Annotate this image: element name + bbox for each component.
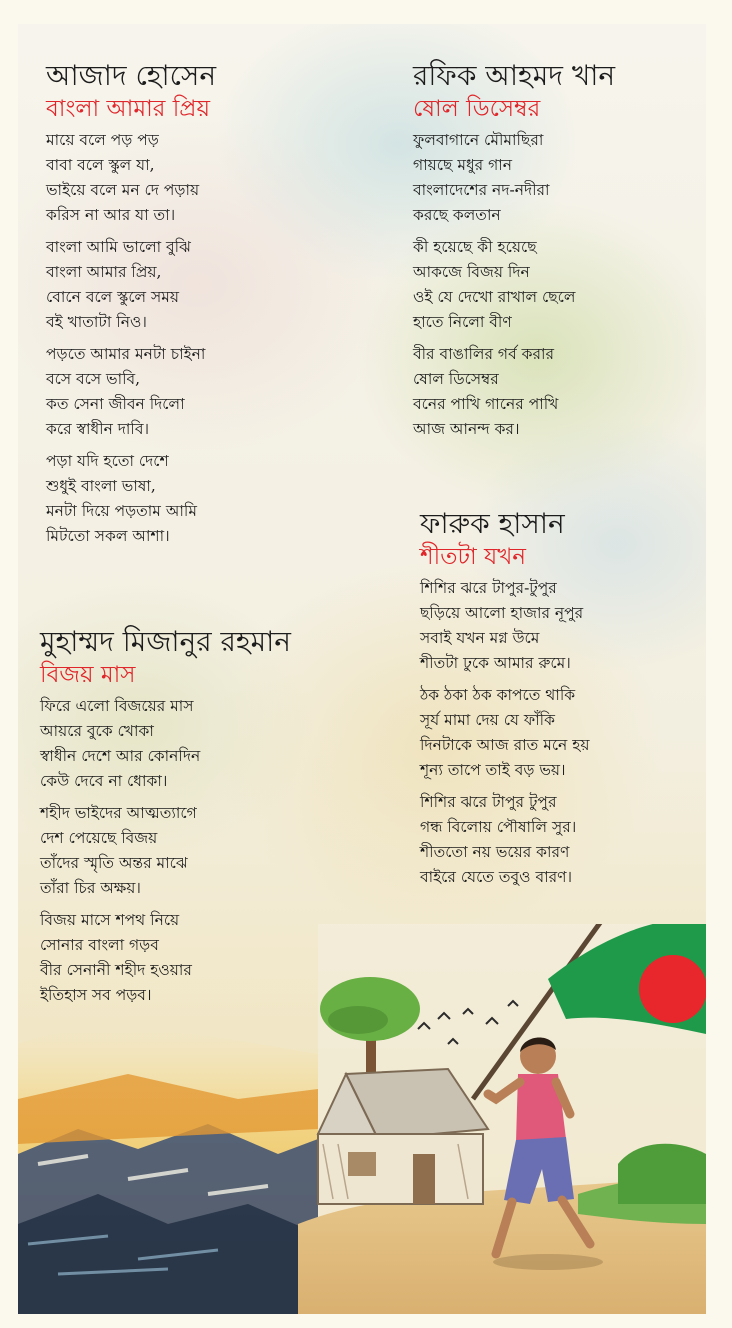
flag-red-disc (639, 955, 706, 1023)
poem-line: স্বাধীন দেশে আর কোনদিন (40, 747, 201, 765)
poem-line: করিস না আর যা তা। (46, 206, 176, 224)
poem-line: ভাইয়ে বলে মন দে পড়ায় (46, 181, 200, 199)
house-window (348, 1152, 376, 1176)
poem-line: বাংলা আমার প্রিয়, (46, 263, 162, 281)
poem-line: তাঁদের স্মৃতি অন্তর মাঝে (40, 854, 188, 872)
poem-line: করছে কলতান (413, 206, 501, 224)
poem-line: ইতিহাস সব পড়ব। (40, 986, 152, 1004)
stanza (40, 801, 291, 901)
poem-line: আকজে বিজয় দিন (413, 263, 530, 281)
poem-author: আজাদ হোসেন (46, 59, 217, 92)
green-bush-right (618, 1144, 706, 1204)
poem-line: বই খাতাটা নিও। (46, 313, 147, 331)
boy-shadow (493, 1254, 603, 1270)
poem-line: সোনার বাংলা গড়ব (40, 936, 159, 954)
victory-day-illustration (18, 924, 706, 1314)
poem-line: বাংলাদেশের নদ-নদীরা (413, 181, 550, 199)
poem-line: বনের পাখি গানের পাখি (413, 395, 559, 413)
poem-title: বাংলা আমার প্রিয় (46, 96, 211, 122)
poem-line: বাবা বলে স্কুল যা, (46, 156, 155, 174)
poem-line: শহীদ ভাইদের আত্মত্যাগে (40, 804, 197, 822)
poem-line: ফুলবাগানে মৌমাছিরা (413, 131, 544, 149)
poem-line: গন্ধ বিলোয় পৌষালি সুর। (420, 818, 577, 836)
stanza (46, 342, 216, 442)
poem-faruk-hasan (420, 506, 590, 897)
poem-line: সবাই যখন মগ্ন উমে (420, 629, 540, 647)
poem-author: ফারুক হাসান (420, 507, 565, 540)
poem-line: শীতটা ঢুকে আমার রুমে। (420, 654, 571, 672)
poem-title: শীতটা যখন (420, 544, 527, 570)
poem-line: বাইরে যেতে তবুও বারণ। (420, 868, 573, 886)
poem-title: ষোল ডিসেম্বর (413, 96, 541, 122)
poem-azad-hossain (46, 58, 216, 556)
poem-line: শিশির ঝরে টাপুর টুপুর (420, 793, 557, 811)
tree-canopy-shade (328, 1006, 388, 1034)
stanza (420, 683, 590, 783)
poem-line: মনটা দিয়ে পড়তাম আমি (46, 502, 197, 520)
poem-line: শূন্য তাপে তাই বড় ভয়। (420, 761, 566, 779)
poem-author: রফিক আহমদ খান (413, 59, 616, 92)
poem-line: বীর বাঙালির গর্ব করার (413, 345, 555, 363)
poem-line: মিটতো সকল আশা। (46, 527, 170, 545)
poem-line: দেশ পেয়েছে বিজয় (40, 829, 158, 847)
stanza (413, 128, 615, 228)
stanza (40, 694, 291, 794)
poem-line: ওই যে দেখো রাখাল ছেলে (413, 288, 576, 306)
poem-line: বসে বসে ভাবি, (46, 370, 141, 388)
poem-author: মুহাম্মদ মিজানুর রহমান (40, 625, 292, 658)
stanza (413, 235, 615, 335)
poem-line: সূর্য মামা দেয় যে ফাঁকি (420, 711, 555, 729)
poem-line: ছড়িয়ে আলো হাজার নূপুর (420, 604, 584, 622)
poem-title: বিজয় মাস (40, 662, 136, 688)
poem-line: শিশির ঝরে টাপুর-টুপুর (420, 579, 557, 597)
poem-line: শুধুই বাংলা ভাষা, (46, 477, 156, 495)
poem-line: আজ আনন্দ কর। (413, 420, 520, 438)
house-door (413, 1154, 435, 1204)
stanza (420, 790, 590, 890)
poem-line: মায়ে বলে পড় পড় (46, 131, 159, 149)
poem-line: ঠক ঠকা ঠক কাপতে থাকি (420, 686, 576, 704)
poem-line: কত সেনা জীবন দিলো (46, 395, 185, 413)
poem-line: দিনটাকে আজ রাত মনে হয় (420, 736, 590, 754)
poem-line: ফিরে এলো বিজয়ের মাস (40, 697, 194, 715)
poem-line: ষোল ডিসেম্বর (413, 370, 499, 388)
stanza (46, 235, 216, 335)
poem-line: বাংলা আমি ভালো বুঝি (46, 238, 191, 256)
poem-line: কেউ দেবে না ধোকা। (40, 772, 168, 790)
poem-line: পড়া যদি হতো দেশে (46, 452, 169, 470)
poem-line: পড়তে আমার মনটা চাইনা (46, 345, 206, 363)
poem-line: শীততো নয় ভয়ের কারণ (420, 843, 570, 861)
poem-line: তাঁরা চির অক্ষয়। (40, 879, 141, 897)
magazine-page (18, 24, 706, 1314)
stanza (46, 449, 216, 549)
poem-line: বীর সেনানী শহীদ হওয়ার (40, 961, 192, 979)
poem-line: আয়রে বুকে খোকা (40, 722, 154, 740)
poem-line: গায়ছে মধুর গান (413, 156, 512, 174)
poem-line: হাতে নিলো বীণ (413, 313, 512, 331)
poem-rafiq-ahmad-khan (413, 58, 615, 449)
poem-line: কী হয়েছে কী হয়েছে (413, 238, 537, 256)
stanza (413, 342, 615, 442)
poem-line: বিজয় মাসে শপথ নিয়ে (40, 911, 180, 929)
stanza (420, 576, 590, 676)
stanza (46, 128, 216, 228)
poem-line: বোনে বলে স্কুলে সময় (46, 288, 179, 306)
poem-line: করে স্বাধীন দাবি। (46, 420, 149, 438)
